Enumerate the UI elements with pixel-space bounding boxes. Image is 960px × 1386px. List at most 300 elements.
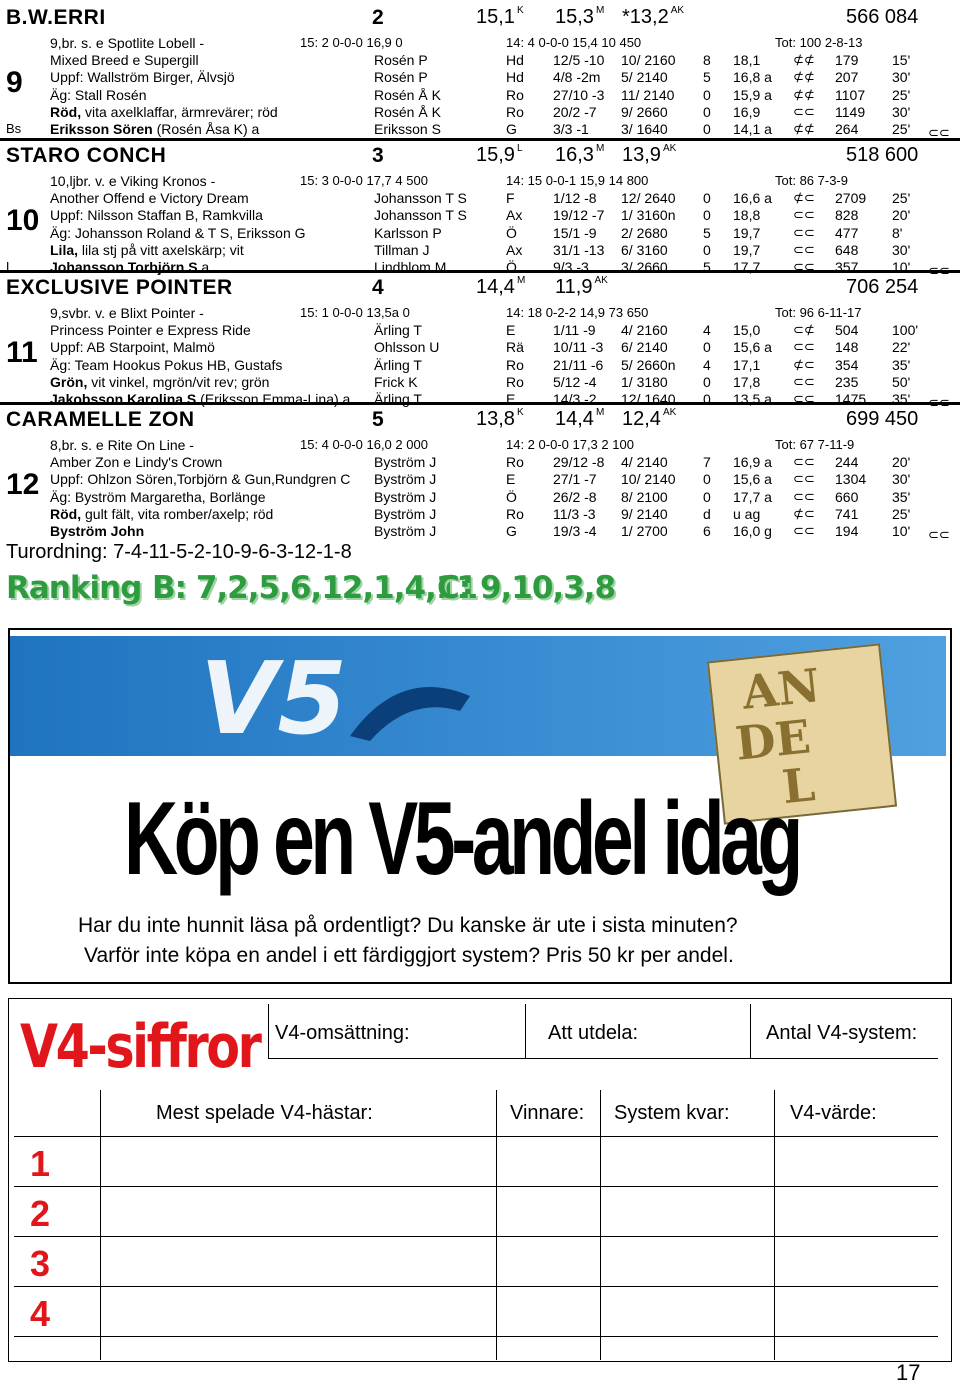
odds-odds1	[476, 6, 524, 29]
odds-odds2	[555, 144, 604, 167]
odds-odds3	[622, 408, 676, 431]
v4-mest: Mest spelade V4-hästar:	[156, 1102, 373, 1124]
race-s: 30'	[892, 69, 911, 86]
race-m: ⊄⊄	[793, 121, 815, 136]
odds-value: 13,8	[476, 408, 515, 430]
race-date: 29/12 -8	[553, 454, 605, 471]
info-text	[50, 190, 249, 206]
race-time: 16,9	[733, 103, 761, 120]
odds-value: 15,9	[476, 144, 515, 166]
race-m: ⊄⊂	[793, 356, 815, 372]
race-d: Ärling T	[374, 356, 422, 373]
race-o: 2709	[835, 190, 867, 207]
race-o: 357	[835, 259, 859, 275]
horse-number: 5	[372, 408, 385, 431]
ad-line2: Varför inte köpa en andel i ett färdiggjort system? Pris 50 kr per andel.	[84, 944, 734, 967]
stats-total: Tot: 67 7-11-9	[775, 437, 855, 452]
race-m: ⊄⊄	[793, 52, 815, 68]
horse-name: B.W.ERRI	[6, 6, 106, 29]
race-p: 5	[703, 259, 711, 275]
race-o: 194	[835, 523, 859, 539]
odds-value: *13,2	[622, 6, 669, 28]
info-text	[50, 87, 147, 103]
odds-sup: M	[595, 5, 605, 16]
race-t: E	[506, 391, 516, 407]
info-rest: Uppf: Wallström Birger, Älvsjö	[50, 69, 235, 86]
race-date: 5/12 -4	[553, 373, 597, 390]
race-t: G	[506, 523, 517, 539]
race-dist: 10/ 2140	[621, 471, 676, 488]
odds-value: 12,4	[622, 408, 661, 430]
race-date: 20/2 -7	[553, 103, 597, 120]
race-p: 0	[703, 86, 711, 103]
race-date: 9/3 -3	[553, 259, 589, 275]
stats-total: Tot: 96 6-11-17	[775, 305, 862, 320]
start-number: 10	[6, 204, 40, 237]
divider	[0, 402, 960, 405]
v4-row-2: 2	[30, 1193, 51, 1234]
race-t: Ro	[506, 505, 524, 522]
v4-title: V4-siffror	[20, 1012, 260, 1082]
info-text	[50, 523, 144, 539]
race-date: 15/1 -9	[553, 224, 597, 241]
odds-value: 13,9	[622, 144, 661, 166]
race-o: 660	[835, 488, 859, 505]
race-time: 16,9 a	[733, 454, 772, 471]
race-date: 26/2 -8	[553, 488, 597, 505]
race-p: 0	[703, 488, 711, 505]
info-text	[50, 339, 215, 355]
odds-value: 14,4	[476, 276, 515, 298]
odds-sup: AK	[662, 407, 677, 418]
info-bold: Röd,	[50, 505, 82, 522]
race-t: Ax	[506, 241, 523, 258]
odds-sup: M	[595, 407, 605, 418]
race-dist: 1/ 3160n	[621, 207, 676, 224]
v4-omsattning: V4-omsättning:	[275, 1022, 410, 1044]
race-m: ⊂⊂	[793, 454, 815, 470]
info-text	[50, 207, 263, 223]
race-d: Frick K	[374, 373, 418, 390]
stats-2015: 15: 3 0-0-0 17,7 4 500	[300, 173, 428, 188]
odds-sup: AK	[670, 5, 685, 16]
race-s: 8'	[892, 224, 903, 241]
start-number: 9	[6, 66, 23, 99]
race-date: 27/10 -3	[553, 86, 605, 103]
tail-mark: ⊂⊂	[928, 125, 950, 140]
odds-sup: AK	[662, 143, 677, 154]
race-p: 0	[703, 391, 711, 407]
race-date: 3/3 -1	[553, 121, 589, 137]
race-p: 4	[703, 356, 711, 373]
race-time: 19,7	[733, 224, 761, 241]
race-s: 35'	[892, 356, 911, 373]
race-dist: 12/ 2640	[621, 190, 676, 207]
race-d: Byström J	[374, 488, 437, 505]
race-o: 1107	[835, 86, 866, 103]
race-m: ⊄⊂	[793, 190, 815, 206]
stats-2014: 14: 18 0-2-2 14,9 73 650	[506, 305, 649, 320]
info-text	[50, 225, 306, 241]
race-dist: 1/ 2700	[621, 523, 668, 539]
v4-vinnare: Vinnare:	[510, 1102, 585, 1124]
info-rest: 8,br. s. e Rite On Line -	[50, 437, 194, 453]
race-dist: 12/ 1640	[621, 391, 676, 407]
race-p: 0	[703, 339, 711, 356]
race-dist: 10/ 2160	[621, 52, 676, 69]
race-date: 11/3 -3	[553, 505, 596, 522]
race-date: 19/12 -7	[553, 207, 605, 224]
info-text	[50, 69, 235, 85]
race-d: Ohlsson U	[374, 339, 440, 356]
race-p: 5	[703, 224, 711, 241]
race-d: Byström J	[374, 454, 437, 471]
race-d: Lindblom M	[374, 259, 447, 275]
race-t: Hd	[506, 69, 524, 86]
info-bold: Jakobsson Karolina S	[50, 391, 197, 407]
race-s: 10'	[892, 523, 911, 539]
v4-antal: Antal V4-system:	[766, 1022, 918, 1044]
info-rest: Uppf: Ohlzon Sören,Torbjörn & Gun,Rundgren C	[50, 471, 351, 488]
race-p: d	[703, 505, 711, 522]
race-time: 17,8	[733, 373, 761, 390]
odds-odds2	[555, 6, 604, 29]
race-p: 0	[703, 190, 711, 207]
race-date: 19/3 -4	[553, 523, 597, 539]
odds-value: 11,9	[555, 276, 593, 298]
info-text	[50, 242, 244, 258]
ranking-c: C: 9,10,3,8	[437, 570, 616, 606]
race-o: 244	[835, 454, 859, 471]
race-o: 207	[835, 69, 859, 86]
info-rest: 9,br. s. e Spotlite Lobell -	[50, 35, 205, 51]
info-bold: Lila,	[50, 241, 79, 258]
stats-2015: 15: 2 0-0-0 16,9 0	[300, 35, 403, 50]
info-text	[50, 471, 350, 487]
race-m: ⊂⊂	[793, 373, 815, 389]
start-number: 11	[6, 336, 38, 369]
race-d: Rosén P	[374, 69, 428, 86]
info-rest: Äg: Johansson Roland & T S, Eriksson G	[50, 224, 306, 241]
race-time: 13,5 a	[733, 391, 772, 407]
race-dist: 9/ 2660	[621, 103, 668, 120]
info-rest: vit vinkel, mgrön/vit rev; grön	[87, 373, 270, 390]
v4-row-3: 3	[30, 1243, 51, 1284]
info-rest: Äg: Stall Rosén	[50, 86, 147, 103]
info-bold: Grön,	[50, 373, 88, 390]
ranking-b: B: 7,2,5,6,12,1,4,11	[152, 570, 477, 606]
info-bold: Eriksson Sören	[50, 121, 153, 137]
race-t: Ro	[506, 86, 524, 103]
race-d: Ärling T	[374, 322, 422, 339]
horse-number: 2	[372, 6, 385, 29]
info-rest: Äg: Team Hookus Pokus HB, Gustafs	[50, 356, 283, 373]
race-m: ⊂⊂	[793, 523, 815, 538]
info-rest: Amber Zon e Lindy's Crown	[50, 454, 223, 471]
race-d: Rosén Å K	[374, 86, 441, 103]
race-d: Ärling T	[374, 391, 422, 407]
race-time: 14,1 a	[733, 121, 772, 137]
info-text	[50, 374, 269, 390]
race-o: 354	[835, 356, 859, 373]
horse-number: 4	[372, 276, 385, 299]
tail-mark: ⊂⊂	[928, 395, 950, 410]
race-time: 16,0 g	[733, 523, 772, 539]
race-date: 10/11 -3	[553, 339, 604, 356]
odds-odds1	[476, 408, 524, 431]
race-o: 148	[835, 339, 859, 356]
odds-odds2	[555, 408, 604, 431]
v4-varde: V4-värde:	[790, 1102, 877, 1124]
odds-odds2	[555, 276, 608, 299]
race-t: Ö	[506, 488, 517, 505]
race-o: 741	[835, 505, 859, 522]
race-d: Rosén P	[374, 52, 428, 69]
info-rest: 10,ljbr. v. e Viking Kronos -	[50, 173, 216, 189]
race-o: 1475	[835, 391, 867, 407]
race-s: 35'	[892, 391, 911, 407]
ranking-label: Ranking	[6, 570, 142, 606]
race-s: 22'	[892, 339, 911, 356]
race-time: 18,1	[733, 52, 761, 69]
info-rest: Uppf: Nilsson Staffan B, Ramkvilla	[50, 207, 263, 224]
v4-utdela: Att utdela:	[548, 1022, 639, 1044]
divider	[0, 138, 960, 141]
total-earnings: 566 084	[846, 6, 919, 28]
race-s: 30'	[892, 103, 911, 120]
odds-value: 15,1	[476, 6, 515, 28]
info-rest: Uppf: AB Starpoint, Malmö	[50, 339, 215, 356]
race-dist: 8/ 2100	[621, 488, 668, 505]
left-code: Bs	[6, 121, 22, 136]
info-rest: gult fält, vita romber/axelp; röd	[81, 505, 274, 522]
info-text	[50, 305, 204, 321]
race-s: 30'	[892, 471, 911, 488]
race-s: 30'	[892, 241, 911, 258]
race-o: 1149	[835, 103, 866, 120]
odds-sup: L	[516, 143, 523, 154]
info-text	[50, 357, 282, 373]
odds-sup: M	[516, 275, 526, 286]
race-d: Tillman J	[374, 241, 430, 258]
stats-2014: 14: 2 0-0-0 17,3 2 100	[506, 437, 634, 452]
info-bold: Byström John	[50, 523, 145, 539]
odds-odds1	[476, 276, 525, 299]
race-p: 0	[703, 207, 711, 224]
race-o: 264	[835, 121, 859, 137]
tail-mark: ⊂⊂	[928, 527, 950, 542]
v4-kvar: System kvar:	[614, 1102, 730, 1124]
race-s: 100'	[892, 322, 919, 339]
page-number: 17	[896, 1360, 921, 1385]
race-p: 8	[703, 52, 711, 69]
odds-value: 14,4	[555, 408, 594, 430]
info-rest: (Eriksson Emma-Lina) a	[196, 391, 351, 407]
race-s: 15'	[892, 52, 911, 69]
odds-odds3	[622, 276, 624, 299]
race-p: 0	[703, 103, 711, 120]
race-o: 648	[835, 241, 859, 258]
v4-row-4: 4	[30, 1293, 51, 1334]
odds-sup: M	[595, 143, 605, 154]
race-dist: 9/ 2140	[621, 505, 668, 522]
race-t: Hd	[506, 52, 524, 69]
race-o: 504	[835, 322, 859, 339]
race-m: ⊂⊂	[793, 224, 815, 240]
race-o: 235	[835, 373, 859, 390]
info-rest: a	[197, 259, 210, 275]
race-time: 18,8	[733, 207, 761, 224]
race-t: Ro	[506, 454, 524, 471]
race-dist: 4/ 2160	[621, 322, 668, 339]
tail-mark: ⊂⊂	[928, 263, 950, 278]
race-o: 179	[835, 52, 859, 69]
race-dist: 6/ 2140	[621, 339, 668, 356]
race-t: Ro	[506, 373, 524, 390]
race-s: 20'	[892, 454, 911, 471]
info-rest: (Rosén Åsa K) a	[152, 121, 260, 137]
info-text	[50, 489, 266, 505]
race-m: ⊂⊂	[793, 259, 815, 274]
info-bold: Röd,	[50, 103, 82, 120]
start-number: 12	[6, 468, 40, 501]
race-m: ⊂⊂	[793, 488, 815, 504]
info-text	[50, 322, 251, 338]
race-dist: 5/ 2660n	[621, 356, 676, 373]
race-d: Karlsson P	[374, 224, 442, 241]
race-s: 20'	[892, 207, 911, 224]
stats-2015: 15: 1 0-0-0 13,5a 0	[300, 305, 410, 320]
race-time: u ag	[733, 505, 761, 522]
odds-odds3	[622, 144, 676, 167]
race-t: Ro	[506, 356, 524, 373]
info-bold: Johansson Torbjörn S	[50, 259, 198, 275]
race-o: 477	[835, 224, 859, 241]
race-t: Ö	[506, 259, 517, 275]
race-dist: 3/ 2660	[621, 259, 668, 275]
race-date: 1/12 -8	[553, 190, 597, 207]
race-m: ⊄⊄	[793, 86, 815, 102]
total-earnings: 518 600	[846, 144, 919, 166]
race-t: Ro	[506, 103, 524, 120]
info-text	[50, 121, 259, 137]
odds-sup: K	[516, 5, 524, 16]
race-dist: 4/ 2140	[621, 454, 668, 471]
race-time: 17,7	[733, 259, 761, 275]
race-m: ⊂⊄	[793, 322, 815, 338]
race-p: 7	[703, 454, 711, 471]
stats-total: Tot: 100 2-8-13	[775, 35, 863, 50]
race-date: 31/1 -13	[553, 241, 605, 258]
horse-name: EXCLUSIVE POINTER	[6, 276, 233, 299]
race-time: 17,7 a	[733, 488, 772, 505]
race-dist: 6/ 3160	[621, 241, 668, 258]
race-date: 14/3 -2	[553, 391, 597, 407]
stats-2014: 14: 4 0-0-0 15,4 10 450	[506, 35, 642, 50]
horse-head-icon	[340, 676, 480, 746]
odds-sup: AK	[594, 275, 608, 286]
race-p: 4	[703, 322, 711, 339]
race-m: ⊂⊂	[793, 103, 815, 119]
race-s: 10'	[892, 259, 911, 275]
race-p: 0	[703, 471, 711, 488]
race-time: 16,6 a	[733, 190, 772, 207]
race-dist: 2/ 2680	[621, 224, 668, 241]
horse-name: STARO CONCH	[6, 144, 167, 167]
race-t: Rä	[506, 339, 524, 356]
race-time: 17,1	[733, 356, 761, 373]
info-text	[50, 52, 199, 68]
race-d: Johansson T S	[374, 207, 467, 224]
odds-value: 15,3	[555, 6, 594, 28]
race-s: 35'	[892, 488, 911, 505]
race-d: Byström J	[374, 523, 437, 539]
odds-sup: K	[516, 407, 524, 418]
race-o: 1304	[835, 471, 867, 488]
info-rest: Princess Pointer e Express Ride	[50, 322, 251, 339]
race-date: 1/11 -9	[553, 322, 596, 339]
race-m: ⊂⊂	[793, 207, 815, 223]
race-m: ⊄⊄	[793, 69, 815, 85]
info-text	[50, 437, 194, 453]
stats-total: Tot: 86 7-3-9	[775, 173, 848, 188]
race-time: 15,6 a	[733, 339, 772, 356]
v5-logo: V5	[200, 640, 347, 757]
race-dist: 5/ 2140	[621, 69, 668, 86]
stats-2014: 14: 15 0-0-1 15,9 14 800	[506, 173, 649, 188]
race-date: 12/5 -10	[553, 52, 605, 69]
info-rest: vita axelklaffar, ärmrevärer; röd	[81, 103, 278, 120]
total-earnings: 706 254	[846, 276, 919, 298]
race-s: 25'	[892, 86, 911, 103]
horse-name: CARAMELLE ZON	[6, 408, 195, 431]
race-m: ⊂⊂	[793, 471, 815, 487]
info-rest: Äg: Byström Margaretha, Borlänge	[50, 488, 266, 505]
race-date: 27/1 -7	[553, 471, 597, 488]
turordning: Turordning: 7-4-11-5-2-10-9-6-3-12-1-8	[6, 541, 352, 563]
race-s: 50'	[892, 373, 911, 390]
race-p: 0	[703, 241, 711, 258]
race-s: 25'	[892, 190, 911, 207]
race-p: 6	[703, 523, 711, 539]
info-text	[50, 173, 215, 189]
race-d: Rosén Å K	[374, 103, 441, 120]
info-rest: Another Offend e Victory Dream	[50, 190, 249, 207]
race-m: ⊂⊂	[793, 241, 815, 257]
left-code: L	[6, 259, 14, 274]
race-p: 0	[703, 121, 711, 137]
race-t: E	[506, 471, 516, 488]
race-d: Byström J	[374, 471, 437, 488]
andel-2: DE	[732, 709, 814, 771]
info-rest: lila stj på vitt axelskärp; vit	[78, 241, 244, 258]
andel-3: L	[779, 757, 818, 815]
race-date: 21/11 -6	[553, 356, 604, 373]
horse-number: 3	[372, 144, 385, 167]
race-s: 25'	[892, 121, 911, 137]
race-dist: 3/ 1640	[621, 121, 668, 137]
ad-headline: Köp en V5-andel idag	[124, 781, 799, 897]
race-m: ⊂⊂	[793, 339, 815, 355]
race-t: Ö	[506, 224, 517, 241]
race-p: 5	[703, 69, 711, 86]
race-time: 19,7	[733, 241, 761, 258]
divider	[0, 270, 960, 273]
total-earnings: 699 450	[846, 408, 919, 430]
info-text	[50, 35, 204, 51]
odds-odds3	[622, 6, 684, 29]
odds-value: 16,3	[555, 144, 594, 166]
